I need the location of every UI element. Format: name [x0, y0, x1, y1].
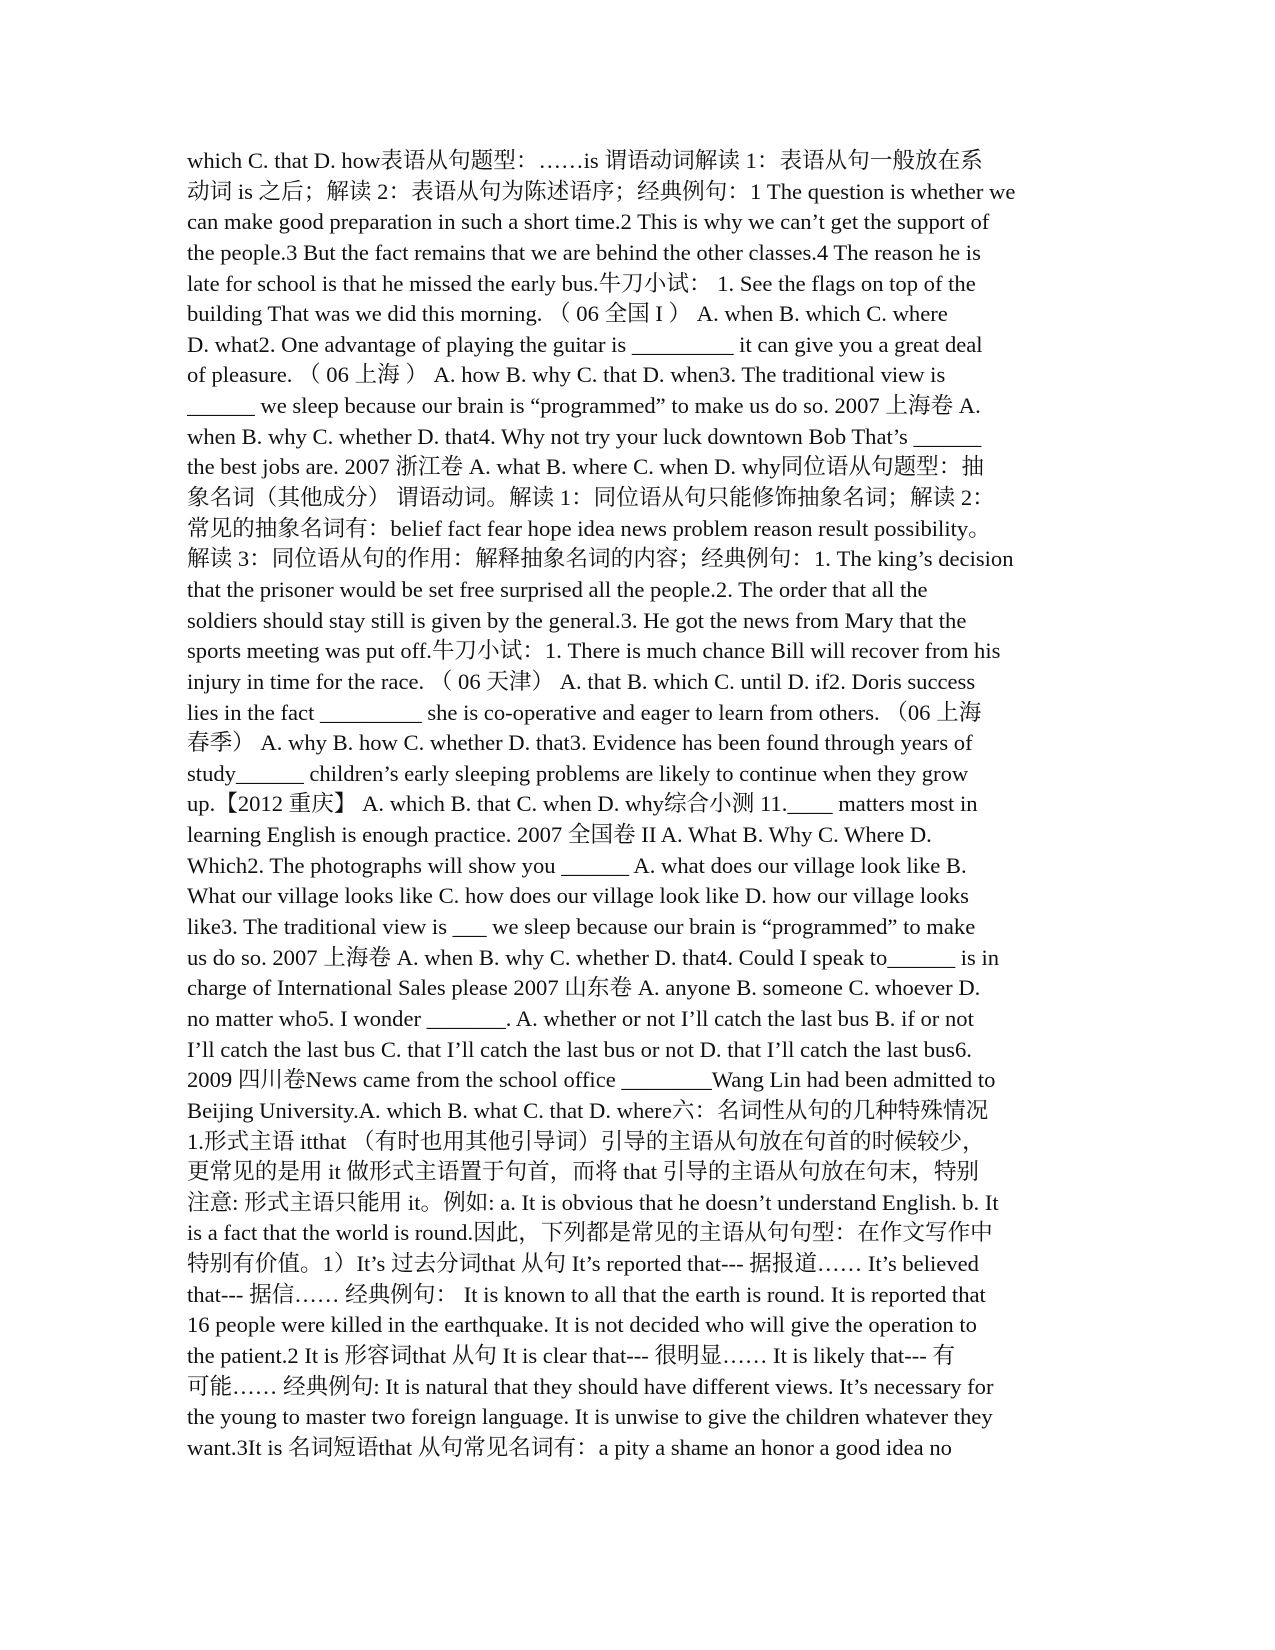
text-line: I’ll catch the last bus C. that I’ll catch the last bus or not D. that I’ll catch the last bus6.: [187, 1036, 972, 1062]
text-line: 解读 3：同位语从句的作用：解释抽象名词的内容；经典例句：1. The king’s decision: [187, 546, 1014, 572]
text-line: when B. why C. whether D. that4. Why not try your luck downtown Bob That’s ______: [187, 423, 982, 449]
text-line: like3. The traditional view is ___ we sleep because our brain is “programmed” to make: [187, 914, 976, 940]
text-line: 16 people were killed in the earthquake. It is not decided who will give the operation to: [187, 1312, 977, 1338]
text-line: study______ children’s early sleeping problems are likely to continue when they grow: [187, 760, 969, 786]
text-line: What our village looks like C. how does our village look like D. how our village looks: [187, 883, 969, 909]
text-line: 春季） A. why B. how C. whether D. that3. Evidence has been found through years of: [187, 730, 973, 756]
text-line: 注意: 形式主语只能用 it。例如: a. It is obvious that he doesn’t understand English. b. It: [187, 1189, 999, 1215]
text-line: the best jobs are. 2007 浙江卷 A. what B. where C. when D. why同位语从句题型：抽: [187, 454, 984, 480]
text-line: 特别有价值。1）It’s 过去分词that 从句 It’s reported that--- 据报道…… It’s believed: [187, 1251, 979, 1277]
text-line: lies in the fact _________ she is co-operative and eager to learn from others. （06 上海: [187, 699, 982, 725]
text-line: ______ we sleep because our brain is “programmed” to make us do so. 2007 上海卷 A.: [187, 393, 981, 419]
text-line: 可能…… 经典例句: It is natural that they should have different views. It’s necessary for: [187, 1373, 994, 1399]
text-line: which C. that D. how表语从句题型：……is 谓语动词解读 1：表语从句一般放在系: [187, 148, 983, 173]
text-line: us do so. 2007 上海卷 A. when B. why C. whether D. that4. Could I speak to______ is in: [187, 944, 1000, 970]
text-line: building That was we did this morning. （ 06 全国 I ） A. when B. which C. where: [187, 301, 948, 327]
text-line: 1.形式主语 itthat （有时也用其他引导词）引导的主语从句放在句首的时候较少，: [187, 1128, 985, 1154]
text-line: the patient.2 It is 形容词that 从句 It is clear that--- 很明显…… It is likely that--- 有: [187, 1342, 956, 1368]
text-line: can make good preparation in such a short time.2 This is why we can’t get the support of: [187, 209, 990, 235]
text-line: sports meeting was put off.牛刀小试：1. There is much chance Bill will recover from his: [187, 638, 1001, 664]
text-line: charge of International Sales please 2007 山东卷 A. anyone B. someone C. whoever D.: [187, 975, 981, 1001]
text-line: up.【2012 重庆】 A. which B. that C. when D. why综合小测 11.____ matters most in: [187, 791, 978, 817]
text-line: that--- 据信…… 经典例句： It is known to all that the earth is round. It is reported that: [187, 1281, 986, 1307]
text-line: no matter who5. I wonder _______. A. whether or not I’ll catch the last bus B. if or not: [187, 1005, 974, 1031]
text-line: 象名词（其他成分） 谓语动词。解读 1：同位语从句只能修饰抽象名词；解读 2：: [187, 485, 995, 511]
text-line: the people.3 But the fact remains that we are behind the other classes.4 The reason he is: [187, 239, 981, 265]
text-line: 常见的抽象名词有：belief fact fear hope idea news problem reason result possibility。: [187, 515, 991, 541]
text-line: of pleasure. （ 06 上海 ） A. how B. why C. that D. when3. The traditional view is: [187, 362, 946, 388]
text-line: soldiers should stay still is given by the general.3. He got the news from Mary that the: [187, 607, 967, 633]
text-line: 更常见的是用 it 做形式主语置于句首，而将 that 引导的主语从句放在句末，特别: [187, 1159, 980, 1185]
text-line: 动词 is 之后；解读 2：表语从句为陈述语序；经典例句：1 The question is whether we: [187, 178, 1016, 204]
text-line: is a fact that the world is round.因此，下列都是常见的主语从句句型：在作文写作中: [187, 1220, 993, 1246]
text-line: learning English is enough practice. 2007 全国卷 II A. What B. Why C. Where D.: [187, 822, 932, 848]
document-body: [187, 146, 1107, 1464]
text-line: want.3It is 名词短语that 从句常见名词有：a pity a shame an honor a good idea no: [187, 1434, 952, 1460]
text-line: D. what2. One advantage of playing the guitar is _________ it can give you a great deal: [187, 331, 983, 357]
text-line: injury in time for the race. （ 06 天津） A. that B. which C. until D. if2. Doris success: [187, 668, 976, 694]
text-line: late for school is that he missed the early bus.牛刀小试： 1. See the flags on top of the: [187, 270, 976, 296]
text-line: 2009 四川卷News came from the school office ________Wang Lin had been admitted to: [187, 1067, 996, 1093]
text-line: Beijing University.A. which B. what C. that D. where六：名词性从句的几种特殊情况: [187, 1097, 989, 1123]
text-line: Which2. The photographs will show you ______ A. what does our village look like B.: [187, 852, 967, 878]
text-line: that the prisoner would be set free surprised all the people.2. The order that all the: [187, 576, 928, 602]
text-line: the young to master two foreign language. It is unwise to give the children whatever they: [187, 1404, 993, 1430]
